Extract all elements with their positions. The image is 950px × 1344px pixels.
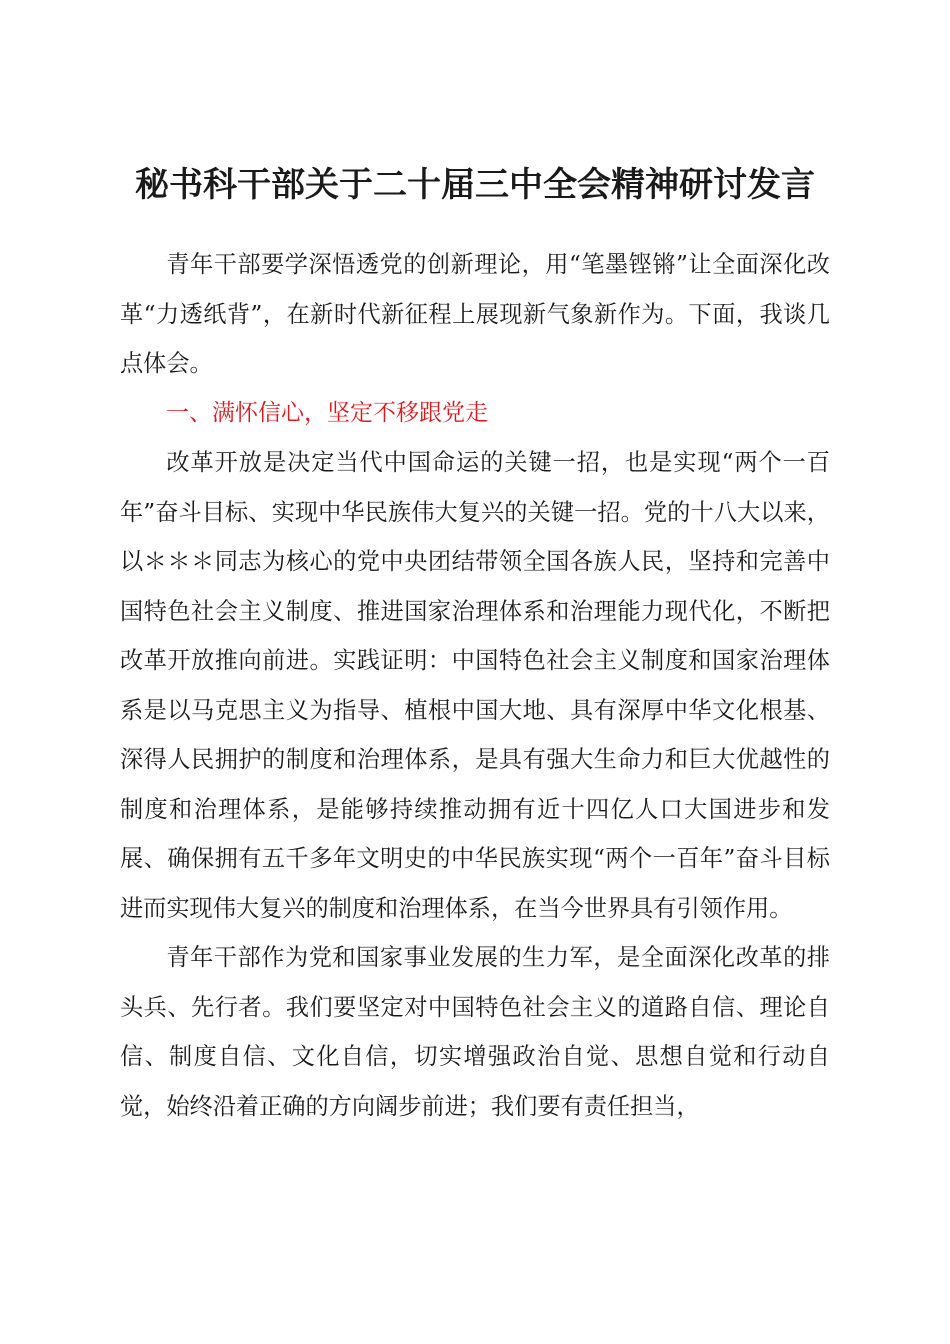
intro-paragraph: 青年干部要学深悟透党的创新理论，用“笔墨铿锵”让全面深化改革“力透纸背”，在新时代新征程上展现新气象新作为。下面，我谈几点体会。 [120,251,830,377]
document-title: 秘书科干部关于二十届三中全会精神研讨发言 [135,165,815,205]
section-heading-1: 一、满怀信心，坚定不移跟党走 [166,399,488,426]
section-1-paragraph-2: 青年干部作为党和国家事业发展的生力军，是全面深化改革的排头兵、先行者。我们要坚定对中国特色社会主义的道路自信、理论自信、制度自信、文化自信，切实增强政治自觉、思想自觉和行动自觉，始终沿着正确的方向阔步前进；我们要有责任担当， [120,944,830,1120]
document-body [120,240,830,1131]
section-1-paragraph-1: 改革开放是决定当代中国命运的关键一招，也是实现“两个一百年”奋斗目标、实现中华民族伟大复兴的关键一招。党的十八大以来，以＊＊＊同志为核心的党中央团结带领全国各族人民，坚持和完善中国特色社会主义制度、推进国家治理体系和治理能力现代化，不断把改革开放推向前进。实践证明：中国特色社会主义制度和国家治理体系是以马克思主义为指导、植根中国大地、具有深厚中华文化根基、深得人民拥护的制度和治理体系，是具有强大生命力和巨大优越性的制度和治理体系，是能够持续推动拥有近十四亿人口大国进步和发展、确保拥有五千多年文明史的中华民族实现“两个一百年”奋斗目标进而实现伟大复兴的制度和治理体系，在当今世界具有引领作用。 [120,449,830,922]
